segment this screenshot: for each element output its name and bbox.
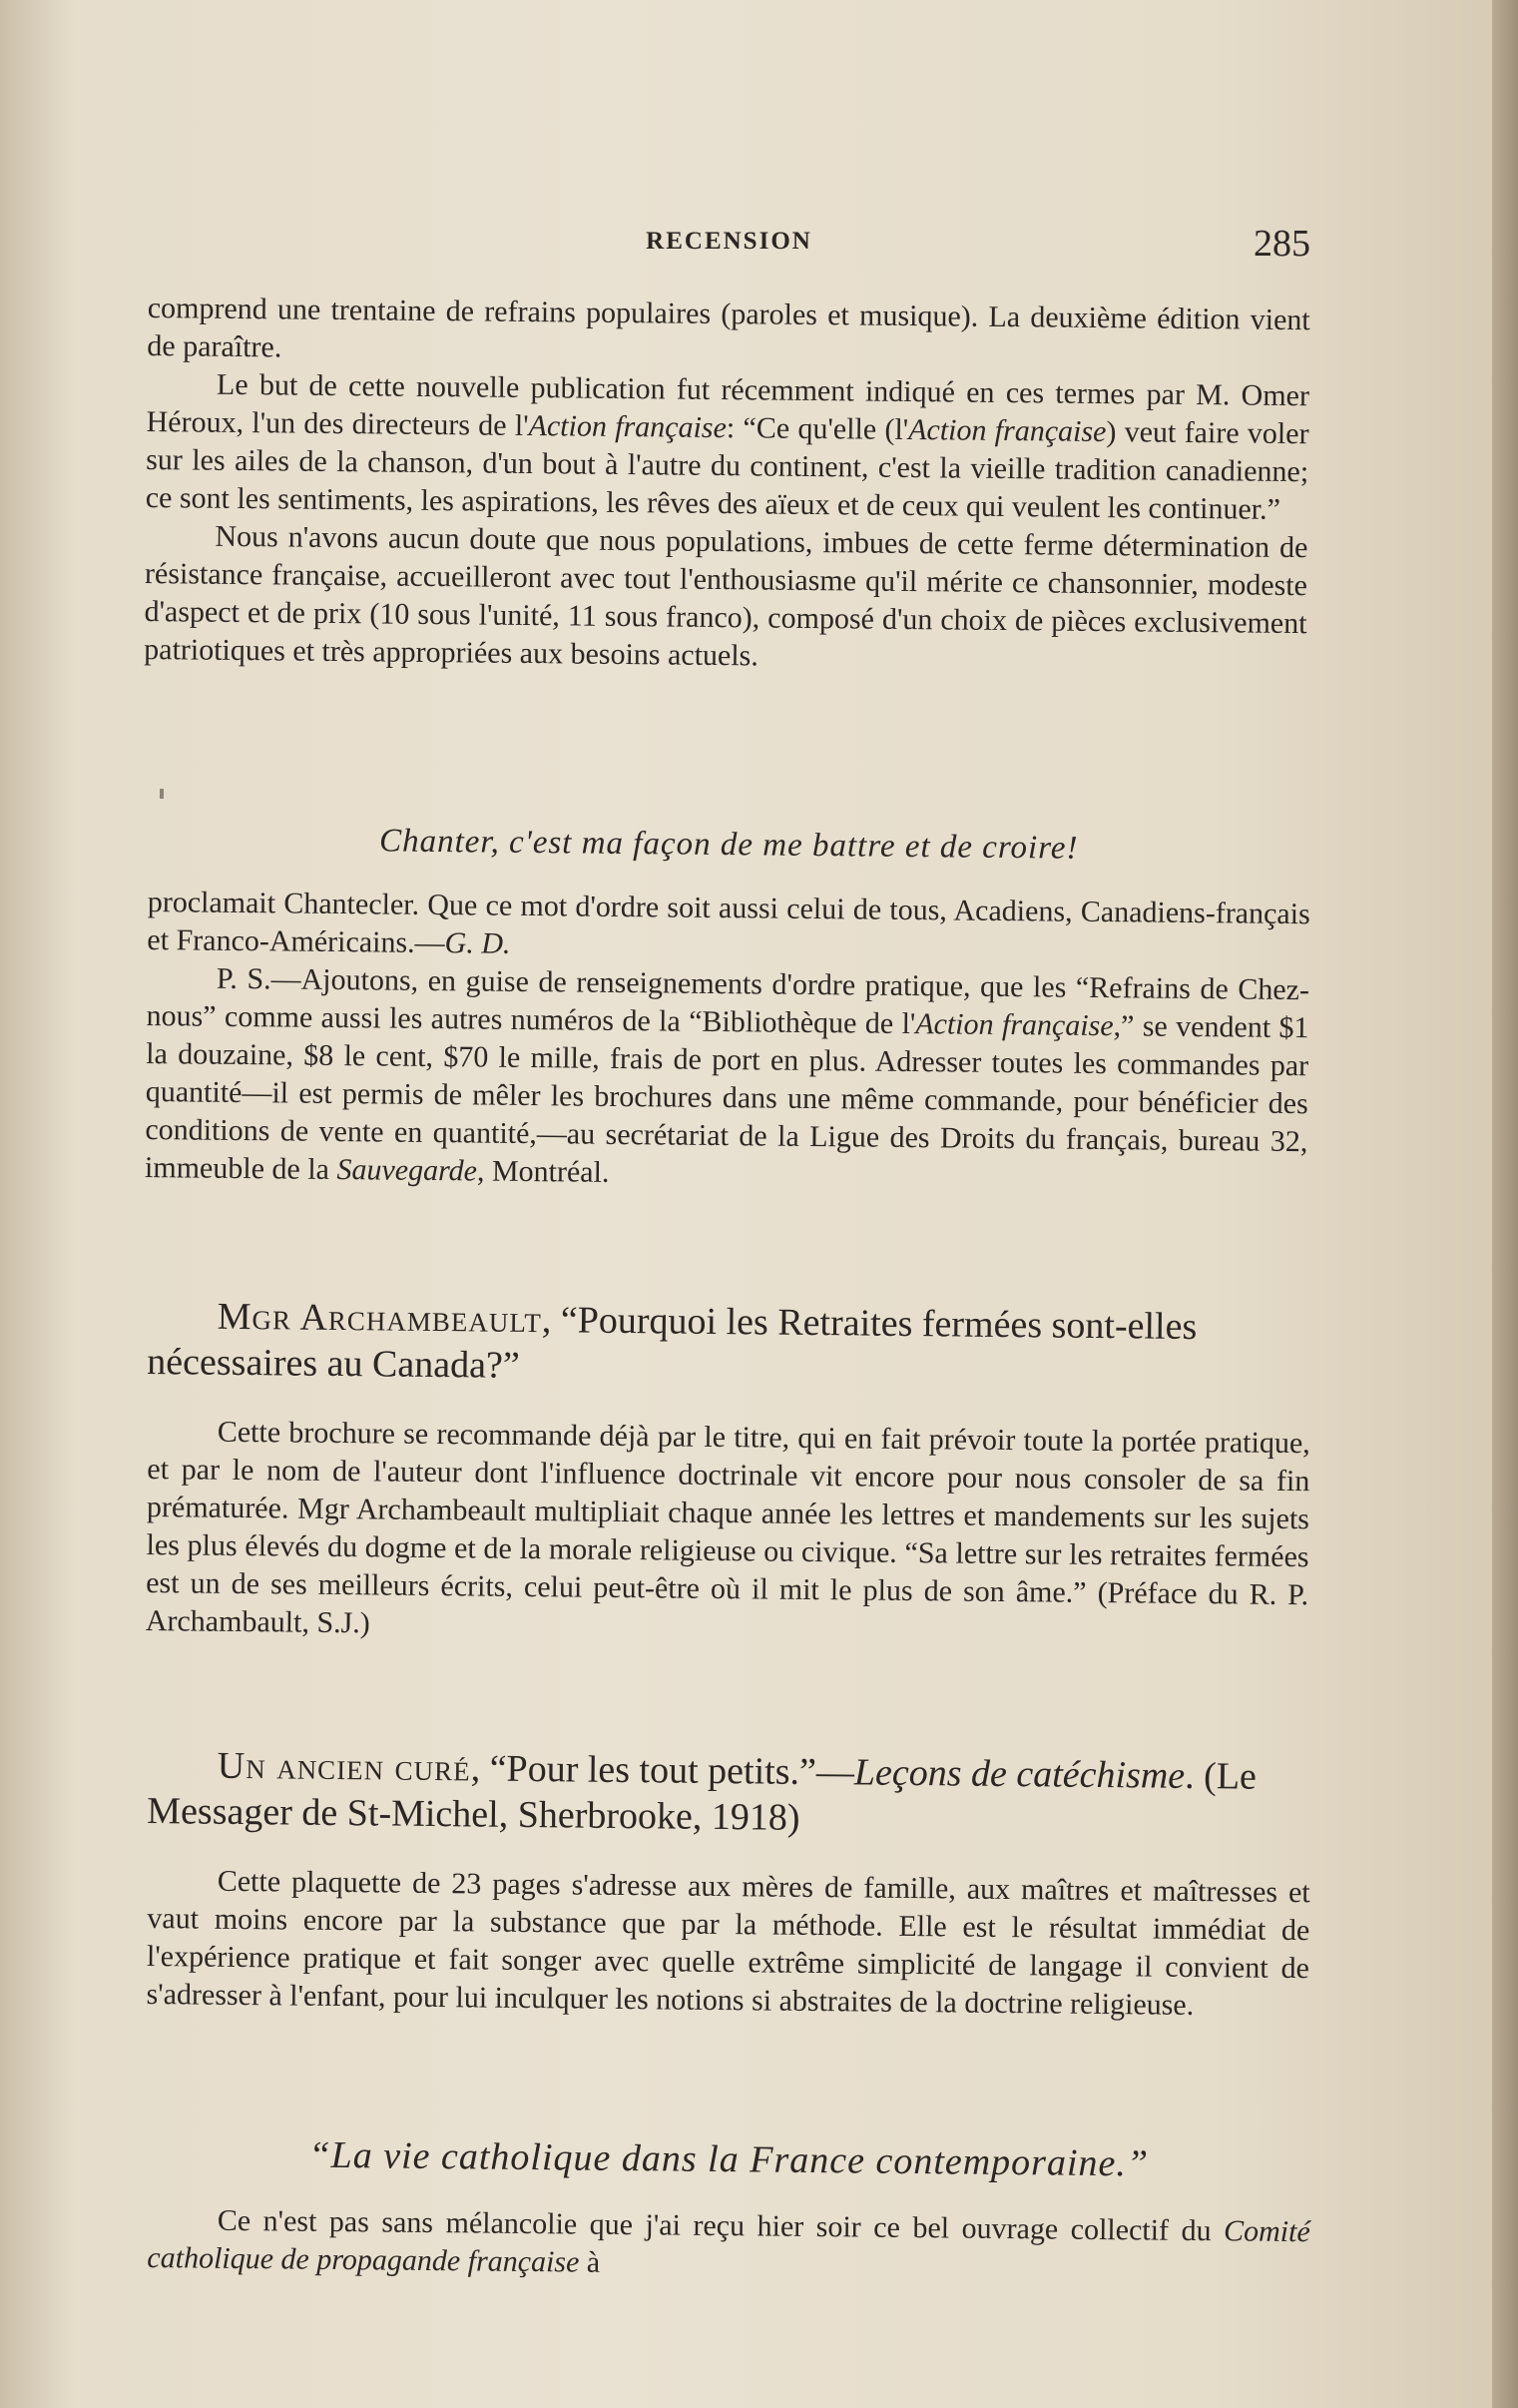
paragraph-7: Cette plaquette de 23 pages s'adresse aux mères de famille, aux maîtres et maîtresses et vaut moins encore par la substance que par la méthode. Elle est le résultat immédiat de l'expérience pratique et fait songer avec quelle extrême simplicité de langage il convient de s'adresser à l'enfant, pour lui inculquer les notions si abstraites de la doctrine religieuse. [146,1864,1310,2022]
notice-1-author: Mgr Archambeault [217,1295,543,1342]
review-body-middle [145,884,1310,1199]
motto-quote: Chanter, c'est ma façon de me battre et de croire! [378,823,1079,867]
page-number: 285 [1254,223,1310,265]
paragraph-5: P. S.—Ajoutons, en guise de renseignements d'ordre pratique, que les “Refrains de Chez-nous” comme aussi les autres numéros de la “Bibliothèque de l'Action française,” se vendent $1 la douzaine, $8 le cent, $70 le mille, frais de port en plus. Adresser toutes les commandes par quantité—il est permis de mêler les brochures dans une même commande, pour bénéficier des conditions de vente en quantité,—au secrétariat de la Ligue des Droits du français, bureau 32, immeuble de la Sauvegarde, Montréal. [144,961,1310,1189]
notice-3-title: “La vie catholique dans la France contemporaine.” [308,2133,1150,2185]
notice-2-author: Un ancien curé [217,1744,471,1790]
paragraph-8: Ce n'est pas sans mélancolie que j'ai reçu hier soir ce bel ouvrage collectif du Comité catholique de propagande française à [147,2203,1310,2279]
paragraph-1: comprend une trentaine de refrains populaires (paroles et musique). La deuxième édition vient de paraître. [147,291,1310,364]
paragraph-6: Cette brochure se recommande déjà par le titre, qui en fait prévoir toute la portée pratique, et par le nom de l'auteur dont l'influence doctrinale vit encore pour nous consoler de sa fin prématurée. Mgr Archambeault multipliait chaque année les lettres et mandements sur les sujets les plus élevés du dogme et de la morale religieuse ou civique. “Sa lettre sur les retraites fermées est un de ses meilleurs écrits, celui peut-être où il mit le plus de son âme.” (Préface du R. P. Archambault, S.J.) [145,1415,1310,1640]
running-title: RECENSION [646,228,812,255]
ink-mark [160,789,164,799]
paragraph-3: Nous n'avons aucun doute que nous populations, imbues de cette ferme détermination de résistance française, accueilleront avec tout l'enthousiasme qu'il mérite ce chansonnier, modeste d'aspect et de prix (10 sous l'unité, 11 sous franco), composé d'un choix de pièces exclusivement patriotiques et très appropriées aux besoins actuels. [144,519,1308,673]
review-2-body [146,1413,1310,1652]
page-header [148,222,1310,282]
book-binding [1492,0,1518,2408]
paragraph-2: Le but de cette nouvelle publication fut récemment indiqué en ces termes par M. Omer Héroux, l'un des directeurs de l'Action française: “Ce qu'elle (l'Action française) veut faire voler sur les ailes de la chanson, d'un bout à l'autre du continent, c'est la vieille tradition canadienne; ce sont les sentiments, les aspirations, les rêves des aïeux et de ceux qui veulent les continuer.” [145,367,1310,526]
notice-1 [147,1293,1310,1397]
notice-2 [147,1742,1310,1846]
review-body-top [144,290,1310,681]
notice-1-heading [147,1293,1310,1397]
notice-1-title: , “Pourquoi les Retraites fermées sont-elles nécessaires au Canada?” [147,1299,1198,1387]
motto-line [148,821,1310,867]
review-3-body [146,1862,1310,2026]
notice-2-heading: Un ancien curé, “Pour les tout petits.”—Leçons de catéchisme. (Le Messager de St-Michel, Sherbrooke, 1918) [147,1744,1258,1839]
paragraph-4: proclamait Chantecler. Que ce mot d'ordre soit aussi celui de tous, Acadiens, Canadiens-français et Franco-Américains.—G. D. [147,885,1310,960]
review-4-body [147,2201,1310,2289]
notice-3 [148,2131,1310,2185]
